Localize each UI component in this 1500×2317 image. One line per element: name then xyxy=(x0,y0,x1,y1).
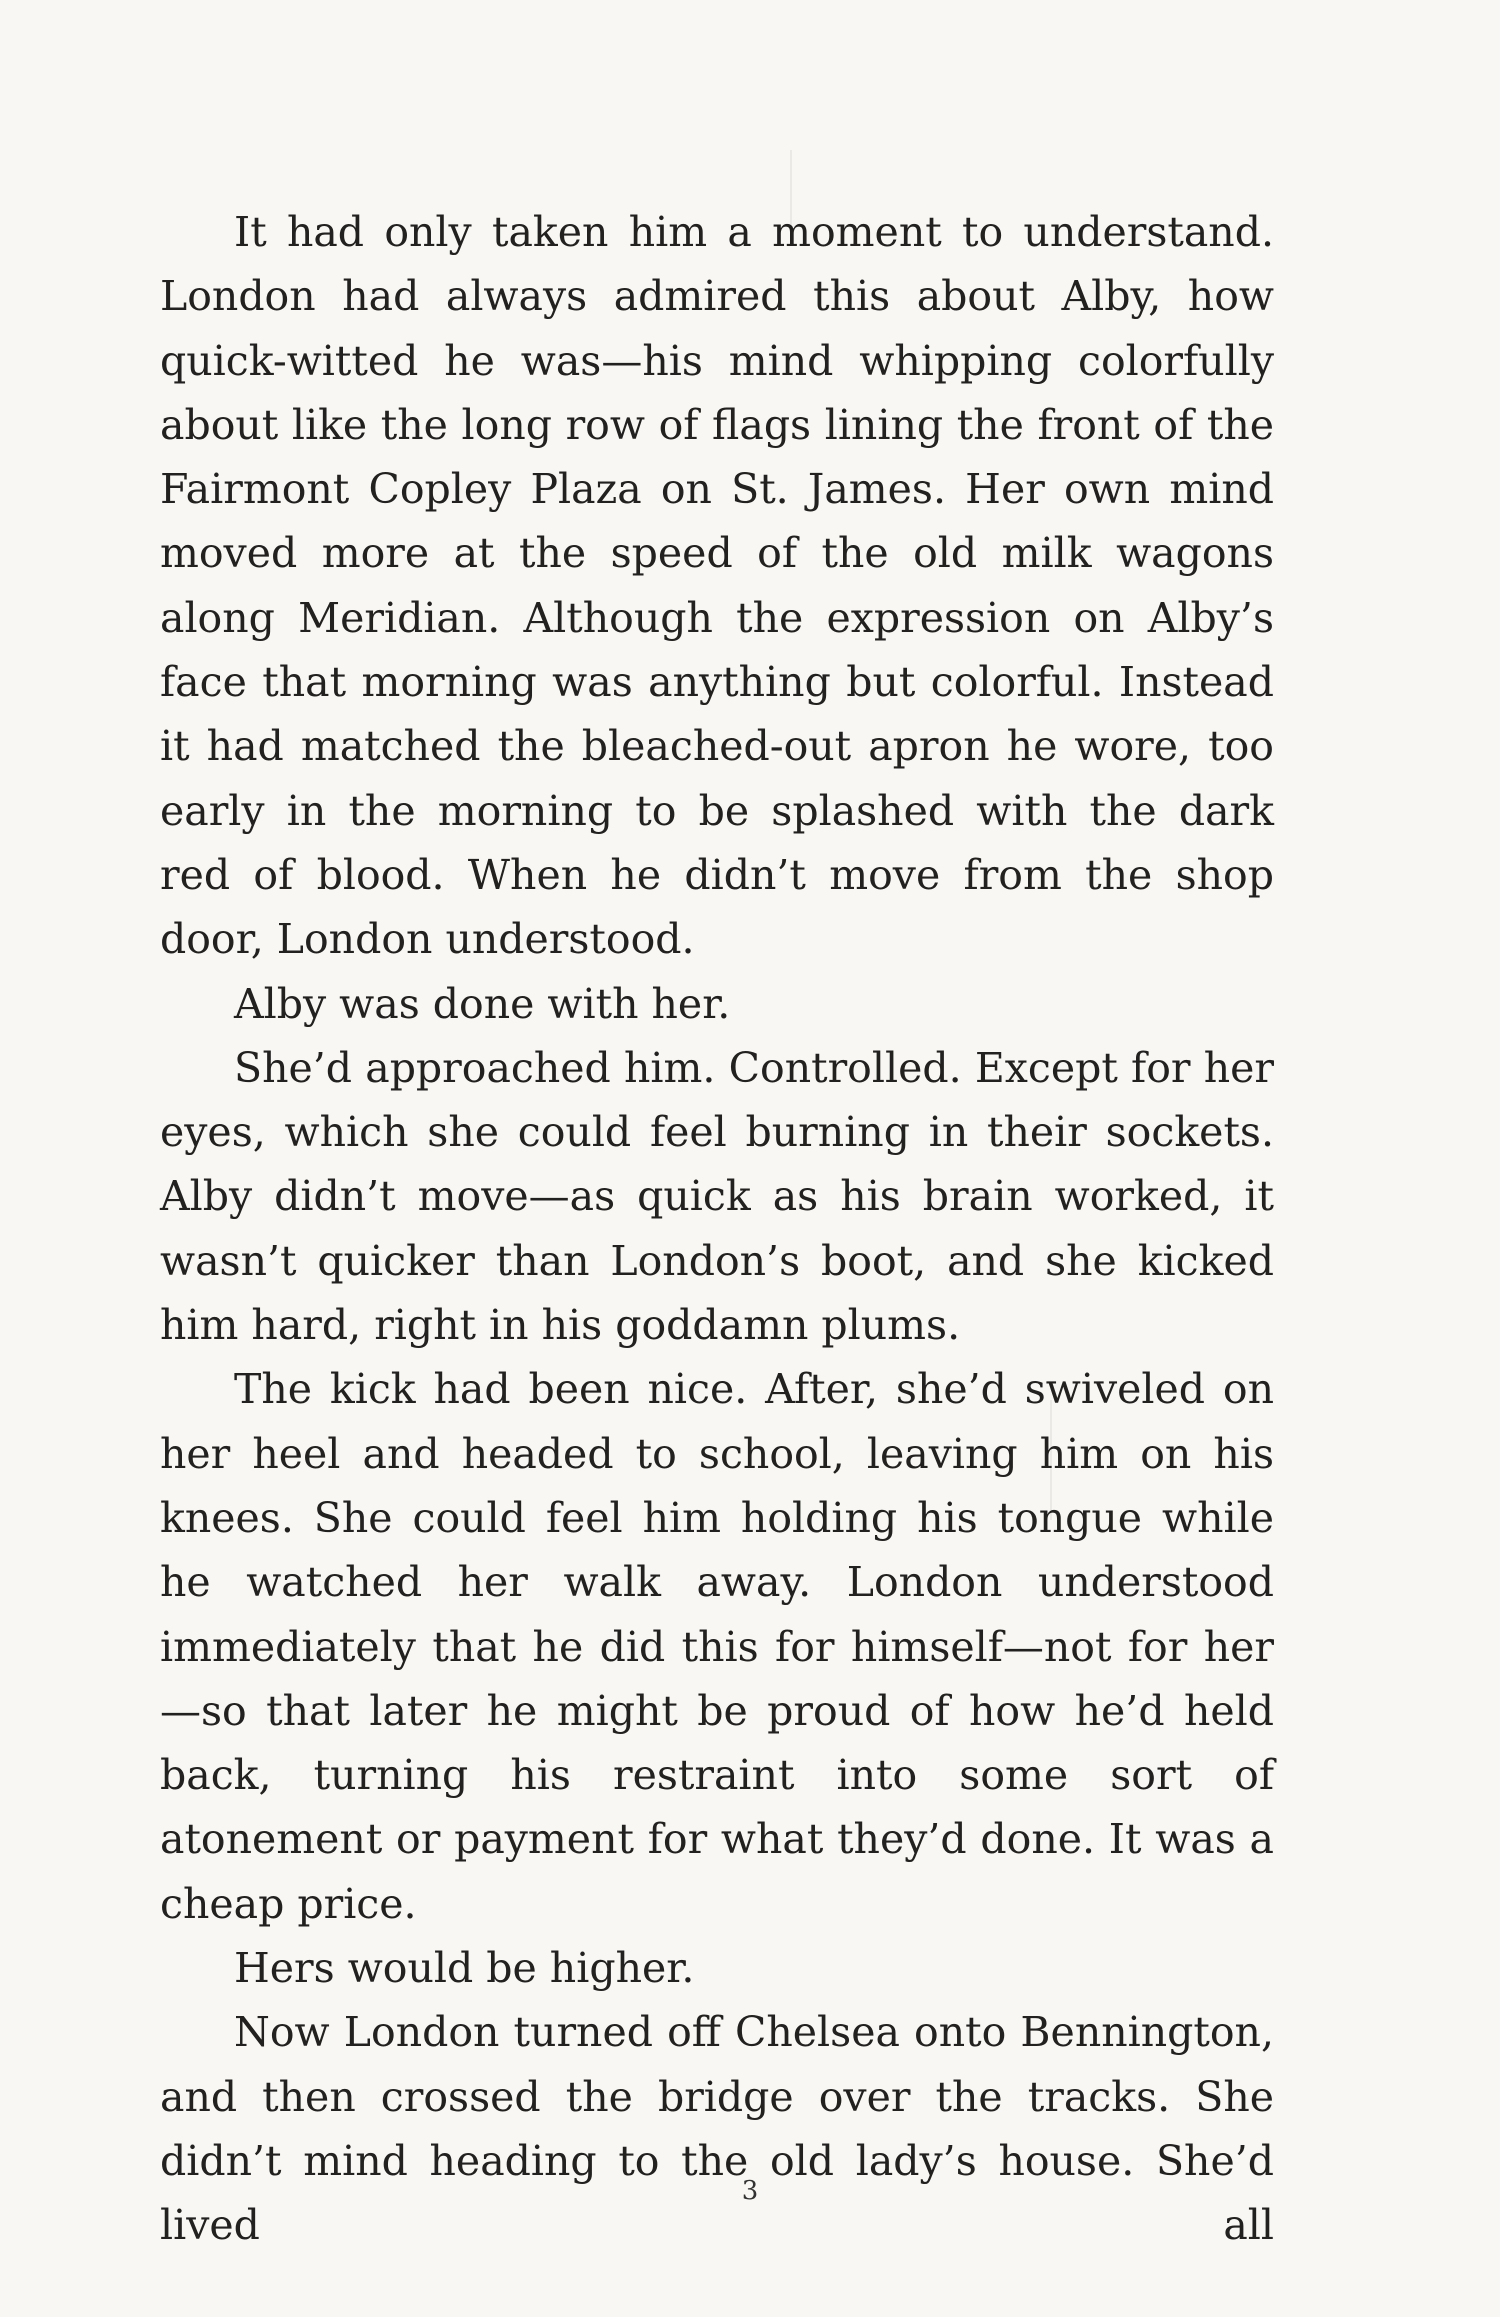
paragraph: It had only taken him a moment to understand. London had always admired this about Alby, how quick-witted he was—his mind whipping colorfully about like the long row of flags lining the front of the Fairmont Copley Plaza on St. James. Her own mind moved more at the speed of the old milk wagons along Meridian. Although the expression on Alby’s face that morning was anything but colorful. Instead it had matched the bleached-out apron he wore, too early in the morning to be splashed with the dark red of blood. When he didn’t move from the shop door, London understood. xyxy=(160,208,1274,964)
body-text xyxy=(160,200,1274,2258)
paragraph: The kick had been nice. After, she’d swiveled on her heel and headed to school, leaving him on his knees. She could feel him holding his tongue while he watched her walk away. London understood immediately that he did this for himself—not for her—so that later he might be proud of how he’d held back, turning his restraint into some sort of atonement or payment for what they’d done. It was a cheap price. xyxy=(160,1365,1274,1928)
page-number: 3 xyxy=(741,2176,759,2206)
paragraph: She’d approached him. Controlled. Except for her eyes, which she could feel burning in their sockets. Alby didn’t move—as quick as his brain worked, it wasn’t quicker than London’s boot, and she kicked him hard, right in his goddamn plums. xyxy=(160,1043,1274,1350)
paragraph-continues: Now London turned off Chelsea onto Bennington, and then crossed the bridge over the tracks. She didn’t mind heading to the old lady’s house. She’d lived all xyxy=(160,2008,1274,2250)
paragraph: Alby was done with her. xyxy=(234,979,731,1028)
paragraph: Hers would be higher. xyxy=(234,1944,695,1993)
